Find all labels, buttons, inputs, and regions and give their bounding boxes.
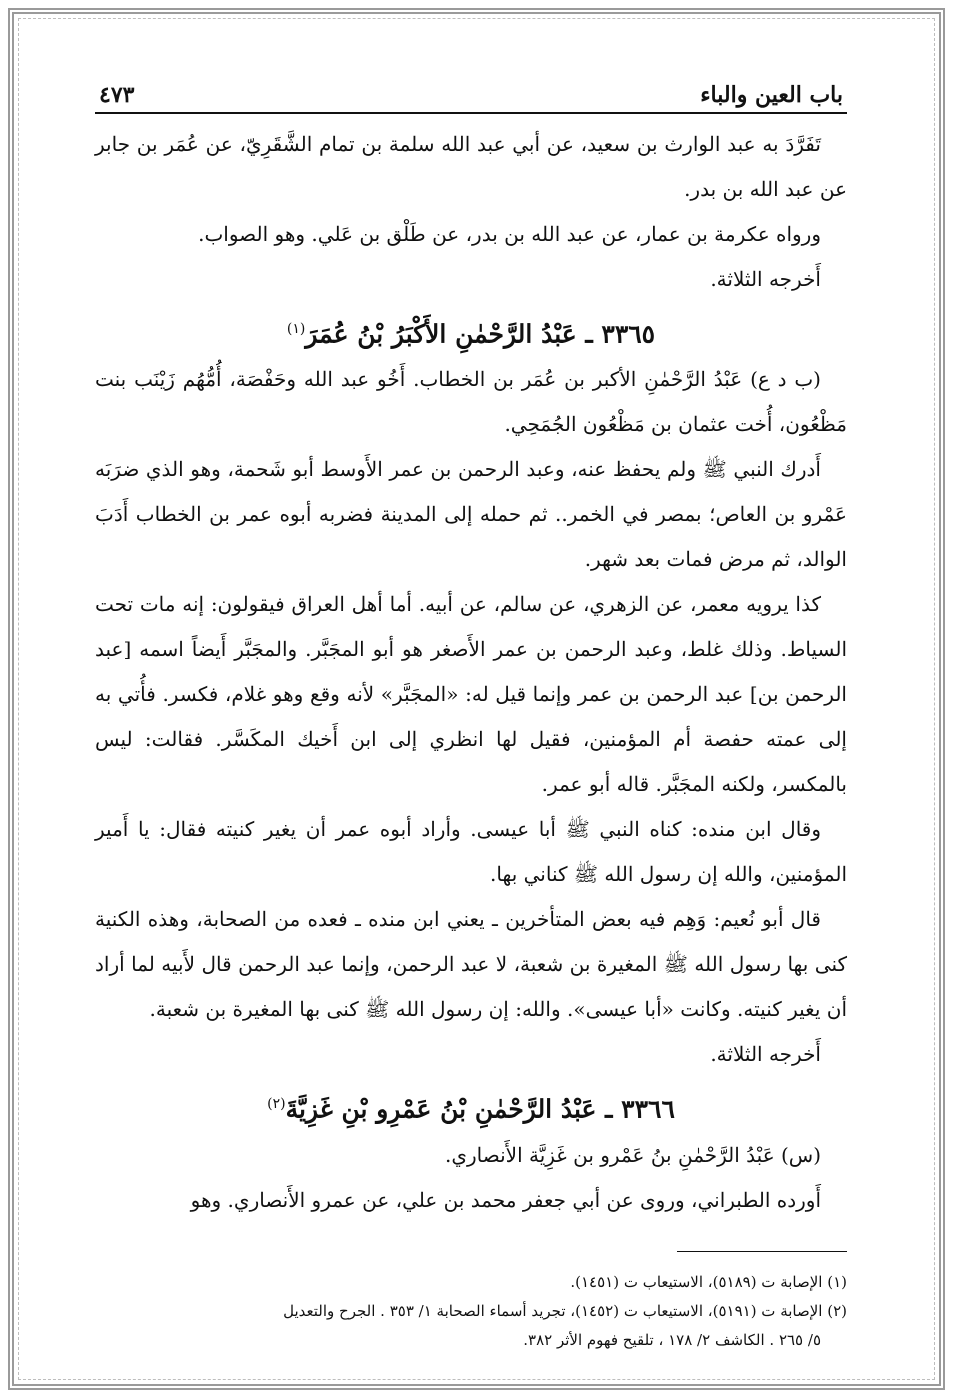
paragraph: وقال ابن منده: كناه النبي ﷺ أبا عيسى. وأراد أبوه عمر أن يغير كنيته فقال: يا أَمير المؤمنين، والله إن رسول الله ﷺ كناني بها. xyxy=(95,817,847,887)
paragraph: (س) عَبْدُ الرَّحْمٰنِ بنُ عَمْرو بن غَزِيَّة الأَنصاري. xyxy=(444,1142,821,1167)
page-body xyxy=(95,114,847,1355)
footnote: (٢) الإصابة ت (٥١٩١)، الاستيعاب ت (١٤٥٢)، تجريد أسماء الصحابة ١/ ٣٥٣ . الجرح والتعديل xyxy=(283,1301,847,1320)
paragraph: أَدرك النبي ﷺ ولم يحفظ عنه، وعبد الرحمن بن عمر الأَوسط أبو شَحمة، وهو الذي ضرَبَه عَمْرو بن العاص؛ بمصر في الخمر.. ثم حمله إلى المدينة فضربه أبوه عمر بن الخطاب أَدَبَ الوالد، ثم مرض فمات بعد شهر. xyxy=(95,457,847,572)
paragraph: أَخرجه الثلاثة. xyxy=(710,267,821,291)
footnote-ref: (١) xyxy=(286,321,306,337)
footnote: ٥/ ٢٦٥ . الكاشف ٢/ ١٧٨ ، تلقيح فهوم الأثر ٣٨٢. xyxy=(523,1330,821,1349)
paragraph: تَفَرَّدَ به عبد الوارث بن سعيد، عن أبي عبد الله سلمة بن تمام الشَّقَرِيّ، عن عُمَر بن جابر عن عبد الله بن بدر. xyxy=(95,132,847,201)
entry-heading-text: ٣٣٦٥ ـ عَبْدُ الرَّحْمٰنِ الأَكْبَرُ بْنُ عُمَرَ xyxy=(305,319,656,349)
paragraph: أَخرجه الثلاثة. xyxy=(710,1042,821,1067)
footnotes xyxy=(95,1268,847,1355)
paragraph: ورواه عكرمة بن عمار، عن عبد الله بن بدر، عن طَلْق بن عَلي. وهو الصواب. xyxy=(198,222,821,246)
page-number: ٤٧٣ xyxy=(99,82,135,108)
entry-heading xyxy=(95,1083,847,1130)
chapter-title: باب العين والباء xyxy=(700,82,843,108)
paragraph: قال أبو نُعيم: وَهِم فيه بعض المتأخرين ـ يعني ابن منده ـ فعده من الصحابة، وهذه الكنية كنى بها رسول الله ﷺ المغيرة بن شعبة، لا عبد الرحمن، وإنما عبد الرحمن قال لأَبيه لما أراد أن يغير كنيته. وكانت «أبا عيسى». والله: إن رسول الله ﷺ كنى بها المغيرة بن شعبة. xyxy=(95,907,847,1022)
entry-heading-text: ٣٣٦٦ ـ عَبْدُ الرَّحْمٰنِ بْنُ عَمْرِو بْنِ غَزِيَّةَ xyxy=(285,1094,675,1124)
paragraph: (ب د ع) عَبْدُ الرَّحْمٰنِ الأكبر بن عُمَر بن الخطاب. أَخُو عبد الله وحَفْصَة، أُمُّهُم زَيْنَب بنت مَظْعُون، أُخت عثمان بن مَظْعُون الجُمَحِي. xyxy=(95,367,847,437)
paragraph: أَورده الطبراني، وروى عن أبي جعفر محمد بن علي، عن عمرو الأَنصاري. وهو xyxy=(190,1187,821,1212)
running-header xyxy=(95,68,847,114)
book-page xyxy=(95,68,847,1349)
paragraph: كذا يرويه معمر، عن الزهري، عن سالم، عن أبيه. أما أهل العراق فيقولون: إنه مات تحت السياط. وذلك غلط، وعبد الرحمن بن عمر الأَصغر هو أبو المجَبَّر. والمجَبَّر أَيضاً اسمه [عبد الرحمن بن] عبد الرحمن بن عمر وإنما قيل له: «المجَبَّر» لأنه وقع وهو غلام، فكسر. فأُتي به إلى عمته حفصة أم المؤمنين، فقيل لها انظري إلى ابن أَخيك المكَسَّر. فقالت: ليس بالمكسر، ولكنه المجَبَّر. قاله أبو عمر. xyxy=(95,592,847,797)
entry-heading xyxy=(95,308,847,355)
footnote-separator xyxy=(677,1251,847,1252)
footnote: (١) الإصابة ت (٥١٨٩)، الاستيعاب ت (١٤٥١). xyxy=(570,1272,847,1291)
footnote-ref: (٢) xyxy=(267,1096,286,1113)
